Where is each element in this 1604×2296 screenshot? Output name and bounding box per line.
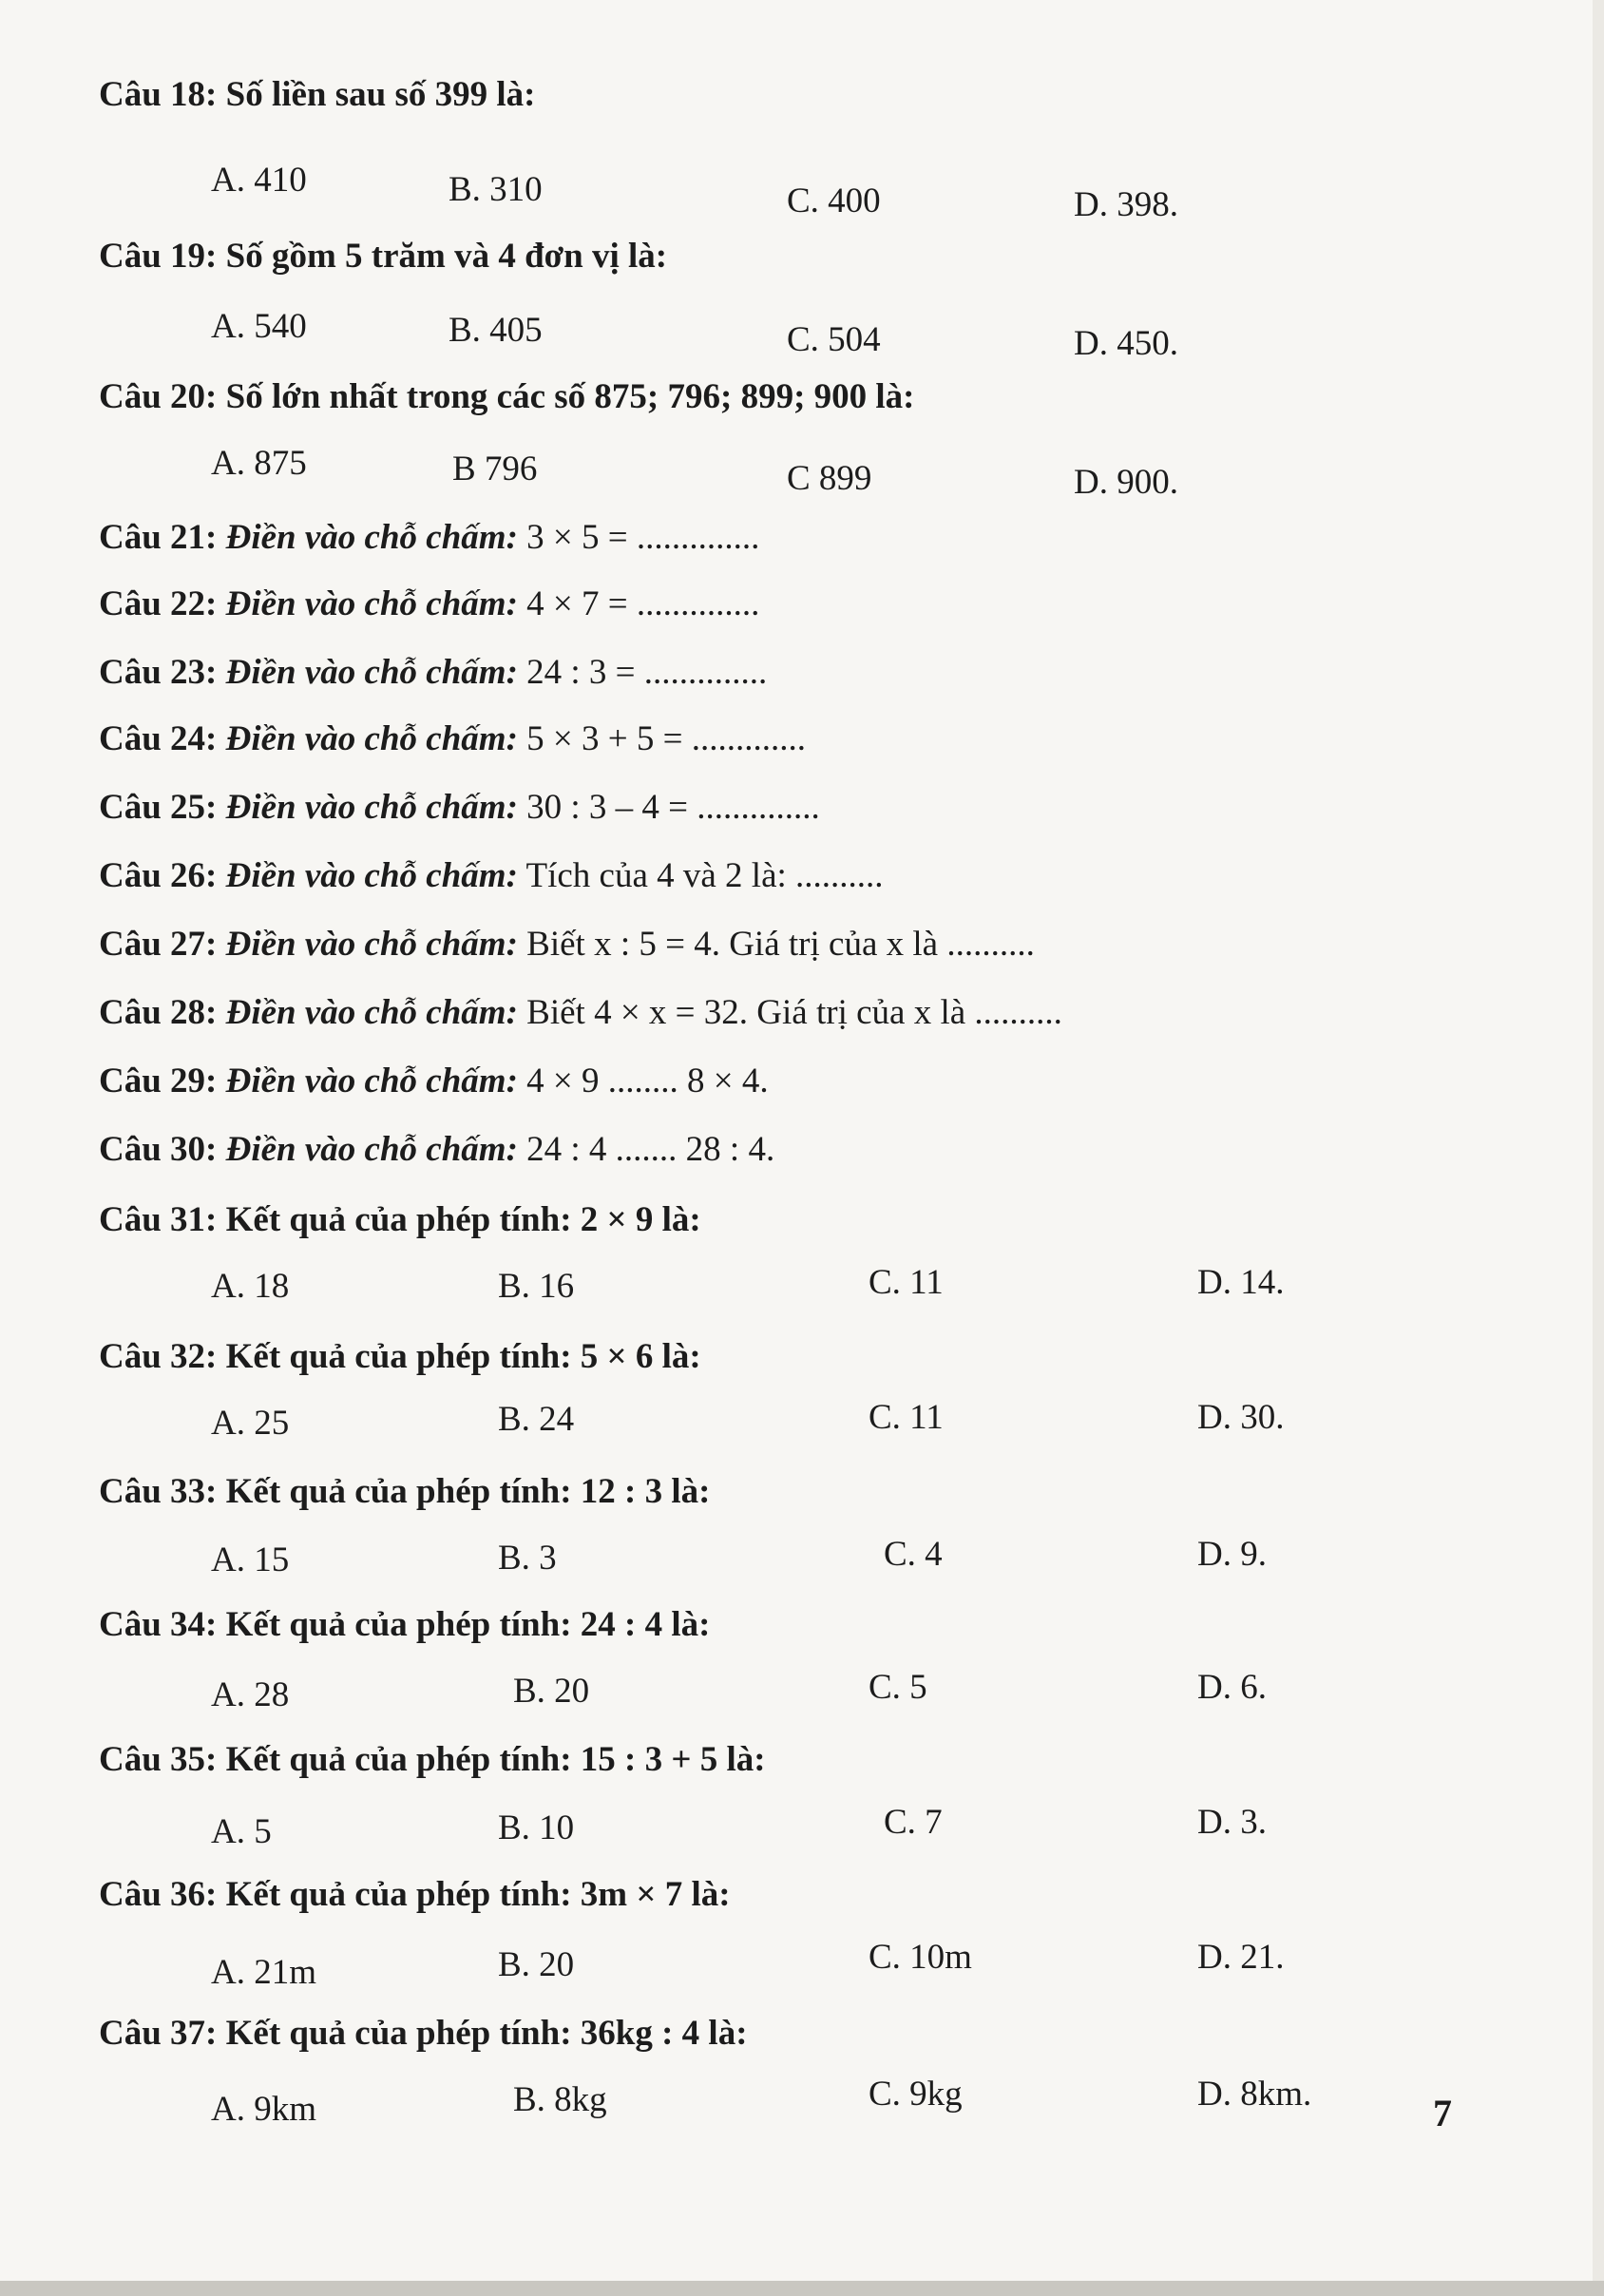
page-edge-shadow <box>1593 0 1604 2296</box>
q37-option-c: C. 9kg <box>869 2075 963 2114</box>
question-26: Câu 26: Điền vào chỗ chấm: Tích của 4 và 2 là: .......... <box>99 856 884 895</box>
question-21: Câu 21: Điền vào chỗ chấm: 3 × 5 = .............. <box>99 518 760 557</box>
q37-option-d: D. 8km. <box>1197 2075 1312 2114</box>
question-22: Câu 22: Điền vào chỗ chấm: 4 × 7 = .............. <box>99 584 760 623</box>
q19-option-b: B. 405 <box>449 311 543 350</box>
q37-option-a: A. 9km <box>211 2090 316 2129</box>
q35-option-c: C. 7 <box>884 1803 943 1842</box>
q19-option-c: C. 504 <box>787 320 881 359</box>
q32-option-c: C. 11 <box>869 1398 944 1437</box>
page-number: 7 <box>1433 2092 1452 2134</box>
q19-option-a: A. 540 <box>211 307 307 346</box>
question-37: Câu 37: Kết quả của phép tính: 36kg : 4 là: <box>99 2014 748 2053</box>
q37-option-b: B. 8kg <box>513 2080 607 2119</box>
q18-option-a: A. 410 <box>211 161 307 200</box>
q34-option-a: A. 28 <box>211 1675 290 1714</box>
q31-option-c: C. 11 <box>869 1263 944 1302</box>
q31-option-a: A. 18 <box>211 1267 290 1306</box>
q33-option-b: B. 3 <box>498 1539 557 1578</box>
q35-option-d: D. 3. <box>1197 1803 1267 1842</box>
q33-option-d: D. 9. <box>1197 1535 1267 1574</box>
q36-option-c: C. 10m <box>869 1938 972 1977</box>
q18-option-d: D. 398. <box>1074 185 1178 224</box>
q20-option-c: C 899 <box>787 459 872 498</box>
q20-option-b: B 796 <box>452 450 538 488</box>
q36-option-d: D. 21. <box>1197 1938 1285 1977</box>
q36-option-a: A. 21m <box>211 1953 316 1992</box>
question-23: Câu 23: Điền vào chỗ chấm: 24 : 3 = .............. <box>99 653 768 692</box>
question-27: Câu 27: Điền vào chỗ chấm: Biết x : 5 = 4. Giá trị của x là .......... <box>99 925 1035 964</box>
question-32: Câu 32: Kết quả của phép tính: 5 × 6 là: <box>99 1337 701 1376</box>
question-36: Câu 36: Kết quả của phép tính: 3m × 7 là: <box>99 1875 731 1914</box>
q33-option-c: C. 4 <box>884 1535 943 1574</box>
page-bottom-edge <box>0 2281 1604 2296</box>
q36-option-b: B. 20 <box>498 1945 575 1984</box>
question-31: Câu 31: Kết quả của phép tính: 2 × 9 là: <box>99 1200 701 1239</box>
q35-option-b: B. 10 <box>498 1808 575 1847</box>
q18-option-b: B. 310 <box>449 170 543 209</box>
q34-option-d: D. 6. <box>1197 1668 1267 1707</box>
q34-option-b: B. 20 <box>513 1672 590 1711</box>
q18-option-c: C. 400 <box>787 182 881 220</box>
question-28: Câu 28: Điền vào chỗ chấm: Biết 4 × x = 32. Giá trị của x là .......... <box>99 993 1062 1032</box>
question-33: Câu 33: Kết quả của phép tính: 12 : 3 là: <box>99 1472 711 1511</box>
question-34: Câu 34: Kết quả của phép tính: 24 : 4 là: <box>99 1605 711 1644</box>
q33-option-a: A. 15 <box>211 1540 290 1579</box>
q19-option-d: D. 450. <box>1074 324 1178 363</box>
q32-option-b: B. 24 <box>498 1400 575 1439</box>
question-29: Câu 29: Điền vào chỗ chấm: 4 × 9 ........ 8 × 4. <box>99 1062 769 1100</box>
question-30: Câu 30: Điền vào chỗ chấm: 24 : 4 ....... 28 : 4. <box>99 1130 775 1169</box>
question-24: Câu 24: Điền vào chỗ chấm: 5 × 3 + 5 = ............. <box>99 719 807 758</box>
q31-option-b: B. 16 <box>498 1267 575 1306</box>
q34-option-c: C. 5 <box>869 1668 927 1707</box>
q35-option-a: A. 5 <box>211 1812 272 1851</box>
question-35: Câu 35: Kết quả của phép tính: 15 : 3 + 5 là: <box>99 1740 766 1779</box>
question-20: Câu 20: Số lớn nhất trong các số 875; 796; 899; 900 là: <box>99 377 915 416</box>
question-18: Câu 18: Số liền sau số 399 là: <box>99 75 536 114</box>
question-19: Câu 19: Số gồm 5 trăm và 4 đơn vị là: <box>99 237 668 276</box>
q20-option-a: A. 875 <box>211 444 307 483</box>
q32-option-d: D. 30. <box>1197 1398 1285 1437</box>
q20-option-d: D. 900. <box>1074 463 1178 502</box>
q32-option-a: A. 25 <box>211 1404 290 1443</box>
question-25: Câu 25: Điền vào chỗ chấm: 30 : 3 – 4 = .............. <box>99 788 820 827</box>
q31-option-d: D. 14. <box>1197 1263 1285 1302</box>
